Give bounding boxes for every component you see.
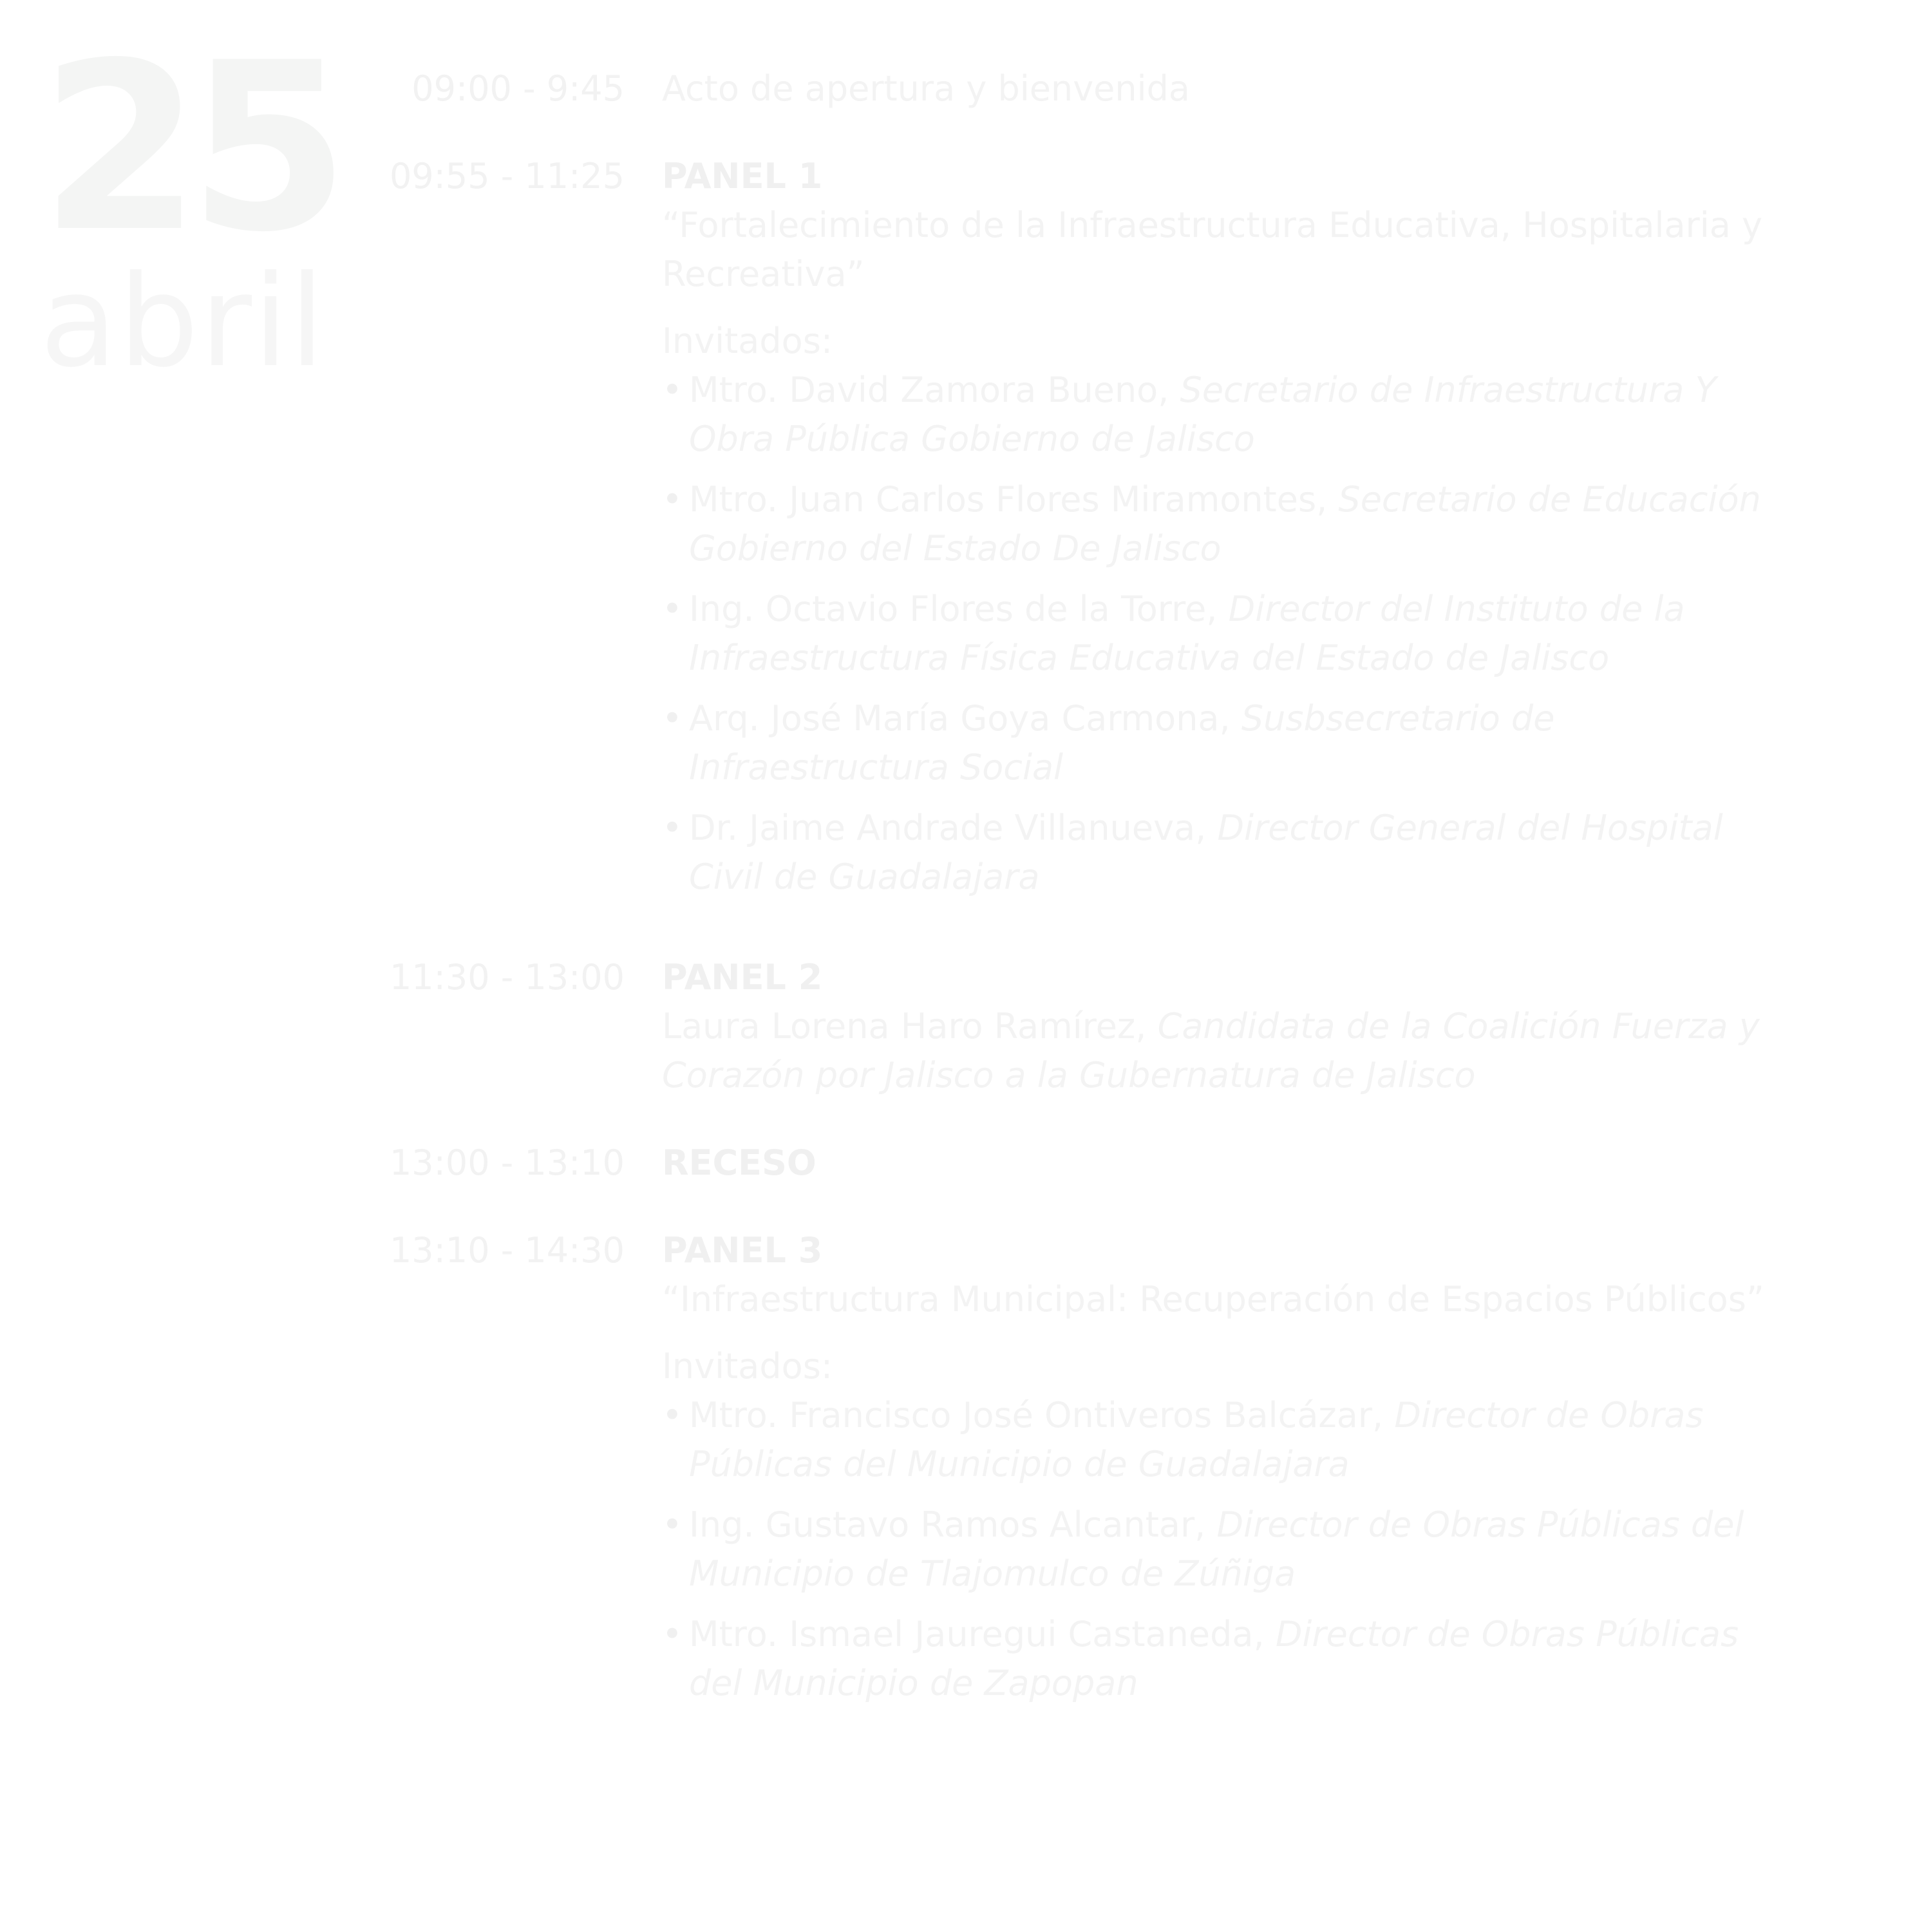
guest-role: Secretario de Educación Gobierno del Estado De Jalisco	[689, 479, 1761, 569]
agenda-session-panel-1	[367, 152, 1874, 913]
session-time: 11:30 - 13:00	[389, 957, 625, 998]
session-time: 09:55 - 11:25	[389, 156, 625, 196]
guest-role: Director General del Hospital Civil de Guadalajara	[689, 808, 1723, 897]
session-content	[662, 152, 1795, 913]
guest-name: Dr. Jaime Andrade Villanueva,	[689, 808, 1218, 848]
session-time: 13:10 - 14:30	[389, 1230, 625, 1271]
agenda-session-panel-2	[367, 953, 1874, 1100]
agenda-session-opening	[367, 64, 1874, 113]
guests-label: Invitados:	[662, 1346, 833, 1387]
guest-role: Director de Obras Públicas del Municipio de Tlajomulco de Zúñiga	[689, 1504, 1744, 1594]
guest-role: Secretario de Infraestructura Y Obra Pública Gobierno de Jalisco	[689, 370, 1717, 459]
list-item	[662, 804, 1795, 902]
list-item	[662, 475, 1795, 573]
guest-name: Mtro. Ismael Jauregui Castaneda,	[689, 1614, 1276, 1654]
date-day: 25	[40, 13, 337, 283]
guest-role: Director del Instituto de la Infraestructura Física Educativa del Estado de Jalisco	[689, 589, 1685, 678]
list-item	[662, 1501, 1795, 1598]
session-time: 09:00 - 9:45	[411, 68, 625, 109]
panel-heading: PANEL 2	[662, 957, 823, 998]
guest-role: Director de Obras Públicas del Municipio de Guadalajara	[689, 1395, 1704, 1484]
list-item	[662, 1391, 1795, 1489]
list-item	[662, 585, 1795, 683]
guest-name: Mtro. David Zamora Bueno,	[689, 370, 1180, 410]
panel-heading: PANEL 1	[662, 156, 823, 196]
guest-role: Susbsecretario de Infraestructura Social	[689, 698, 1555, 788]
guest-name: Mtro. Francisco José Ontiveros Balcázar,	[689, 1395, 1395, 1435]
panel-speaker	[662, 1002, 1795, 1100]
speaker-role: Candidata de la Coalición Fuerza y Corazón por Jalisco a la Gubernatura de Jalisco	[662, 1006, 1760, 1095]
guests-list	[662, 366, 1795, 902]
guest-name: Mtro. Juan Carlos Flores Miramontes,	[689, 479, 1339, 520]
session-content	[662, 1139, 1795, 1188]
panel-heading: PANEL 3	[662, 1230, 823, 1271]
guest-role: Director de Obras Públicas del Municipio de Zapopan	[689, 1614, 1739, 1703]
date-month: abril	[40, 249, 326, 395]
session-content	[662, 64, 1795, 113]
panel-subtitle: “Infraestructura Municipal: Recuperación de Espacios Públicos”	[662, 1279, 1764, 1320]
guest-name: Ing. Octavio Flores de la Torre,	[689, 589, 1229, 629]
session-title: Acto de apertura y bienvenida	[662, 68, 1190, 109]
event-date	[40, 13, 337, 395]
guest-name: Arq. José María Goya Carmona,	[689, 698, 1241, 739]
list-item	[662, 694, 1795, 792]
guests-list	[662, 1391, 1795, 1708]
session-time: 13:00 - 13:10	[389, 1142, 625, 1183]
session-content	[662, 953, 1795, 1100]
session-content	[662, 1226, 1795, 1719]
speaker-name: Laura Lorena Haro Ramírez,	[662, 1006, 1158, 1046]
guests-label: Invitados:	[662, 321, 833, 361]
list-item	[662, 1610, 1795, 1708]
list-item	[662, 366, 1795, 464]
panel-subtitle: “Fortalecimiento de la Infraestructura Educativa, Hospitalaria y Recreativa”	[662, 205, 1762, 294]
agenda	[367, 64, 1874, 1719]
guest-name: Ing. Gustavo Ramos Alcantar,	[689, 1504, 1217, 1545]
agenda-session-panel-3	[367, 1226, 1874, 1719]
panel-heading: RECESO	[662, 1142, 816, 1183]
agenda-session-recess	[367, 1139, 1874, 1188]
